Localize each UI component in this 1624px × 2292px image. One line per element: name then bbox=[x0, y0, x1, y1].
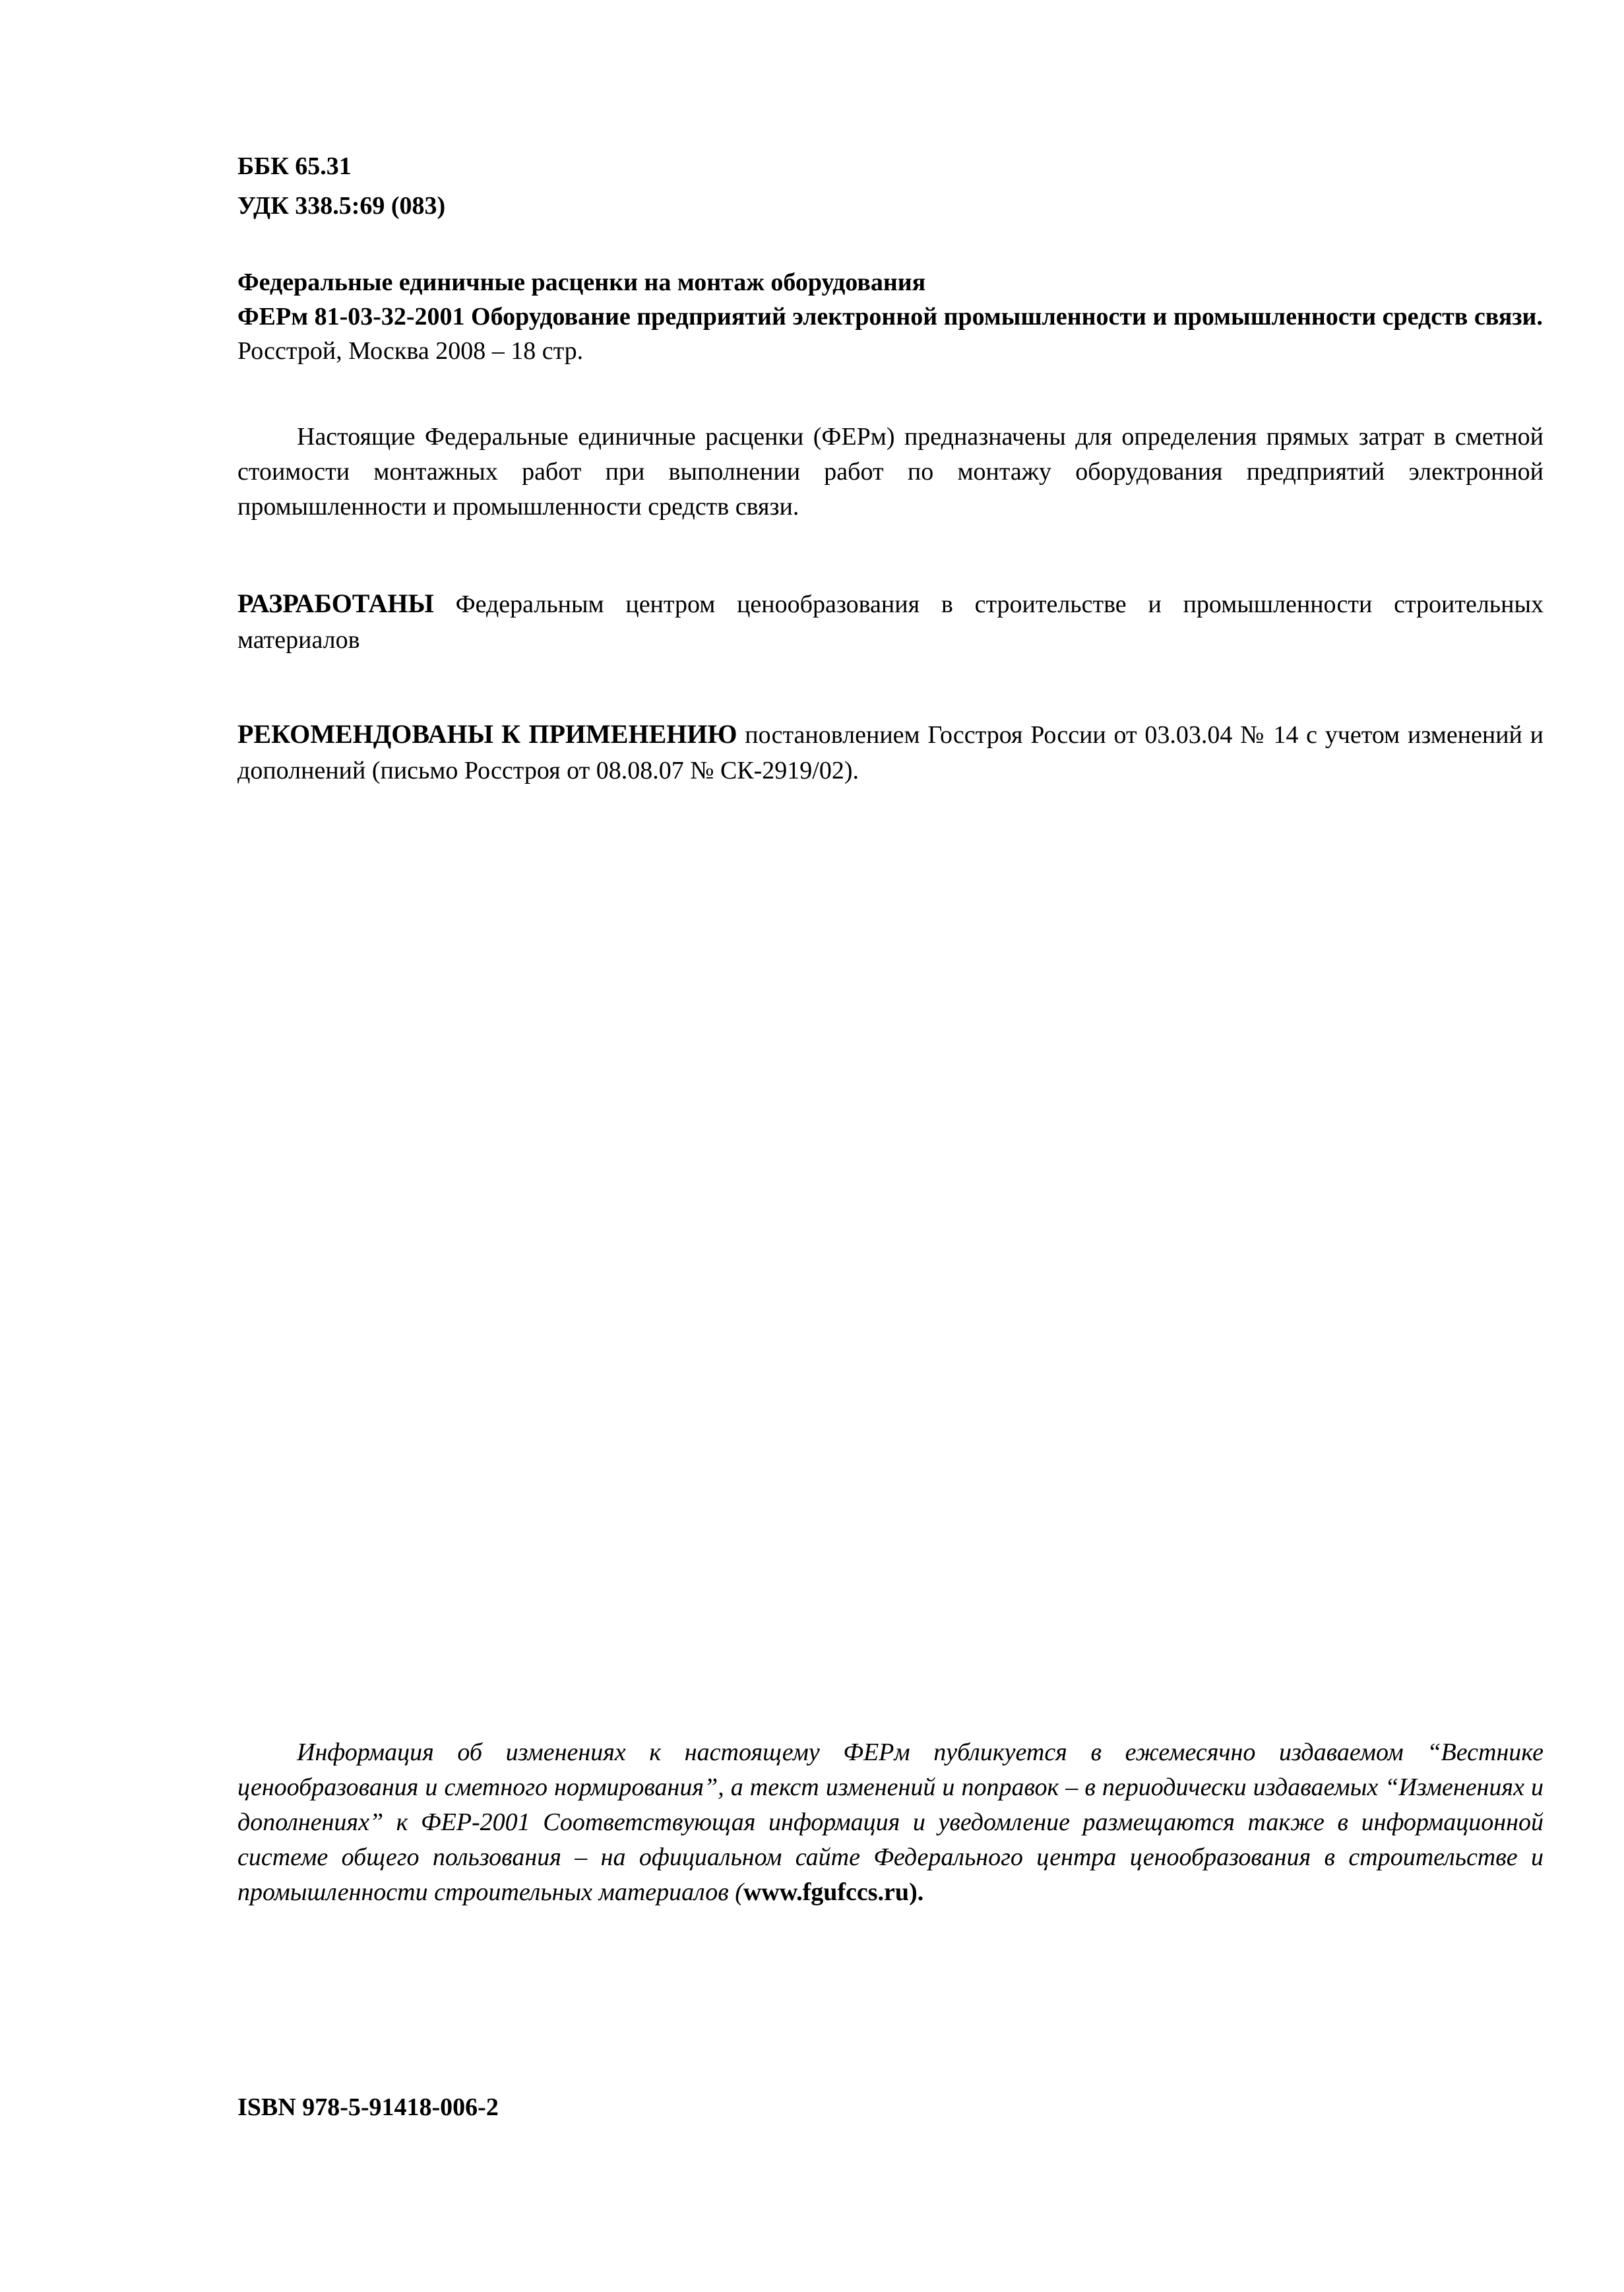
title-line-2: ФЕРм 81-03-32-2001 Оборудование предприятий электронной промышленности и промышленности средств связи. bbox=[237, 303, 1543, 331]
developed-paragraph bbox=[237, 586, 1544, 658]
developed-text: Федеральным центром ценообразования в строительстве и промышленности строительных материалов bbox=[237, 590, 1544, 654]
bbk-code: ББК 65.31 bbox=[237, 152, 352, 180]
title-block bbox=[237, 265, 1544, 368]
developed-lead: РАЗРАБОТАНЫ bbox=[237, 589, 434, 618]
classification-codes bbox=[237, 146, 1544, 226]
recommended-paragraph bbox=[237, 716, 1544, 788]
website-link[interactable]: www.fgufccs.ru bbox=[743, 1878, 910, 1906]
notice-text: Информация об изменениях к настоящему ФЕРм публикуется в ежемесячно издаваемом “Вестнике ценообразования и сметного нормирования”, а текст изменений и поправок – в периодически издаваемых “Изменениях и дополнениях” к ФЕР-2001 Соответствующая информация и уведомление размещаются также в информационной системе общего пользования – на официальном сайте Федерального центра ценообразования в строительстве и промышленности строительных материалов ( bbox=[237, 1738, 1544, 1906]
notice-paragraph bbox=[237, 1735, 1544, 1910]
isbn: ISBN 978-5-91418-006-2 bbox=[237, 2093, 499, 2121]
publisher-line: Росстрой, Москва 2008 – 18 стр. bbox=[237, 337, 584, 365]
notice-end: ). bbox=[909, 1878, 924, 1906]
udk-code: УДК 338.5:69 (083) bbox=[237, 192, 446, 220]
description-paragraph: Настоящие Федеральные единичные расценки (ФЕРм) предназначены для определения прямых затрат в сметной стоимости монтажных работ при выполнении работ по монтажу оборудования предприятий электронной промышленности и промышленности средств связи. bbox=[237, 423, 1544, 521]
recommended-text: постановлением Госстроя России от 03.03.04 № 14 с учетом изменений и дополнений (письмо Росстроя от 08.08.07 № СК-2919/02). bbox=[237, 721, 1544, 784]
title-line-1: Федеральные единичные расценки на монтаж оборудования bbox=[237, 269, 926, 296]
recommended-lead: РЕКОМЕНДОВАНЫ К ПРИМЕНЕНИЮ bbox=[237, 719, 737, 749]
